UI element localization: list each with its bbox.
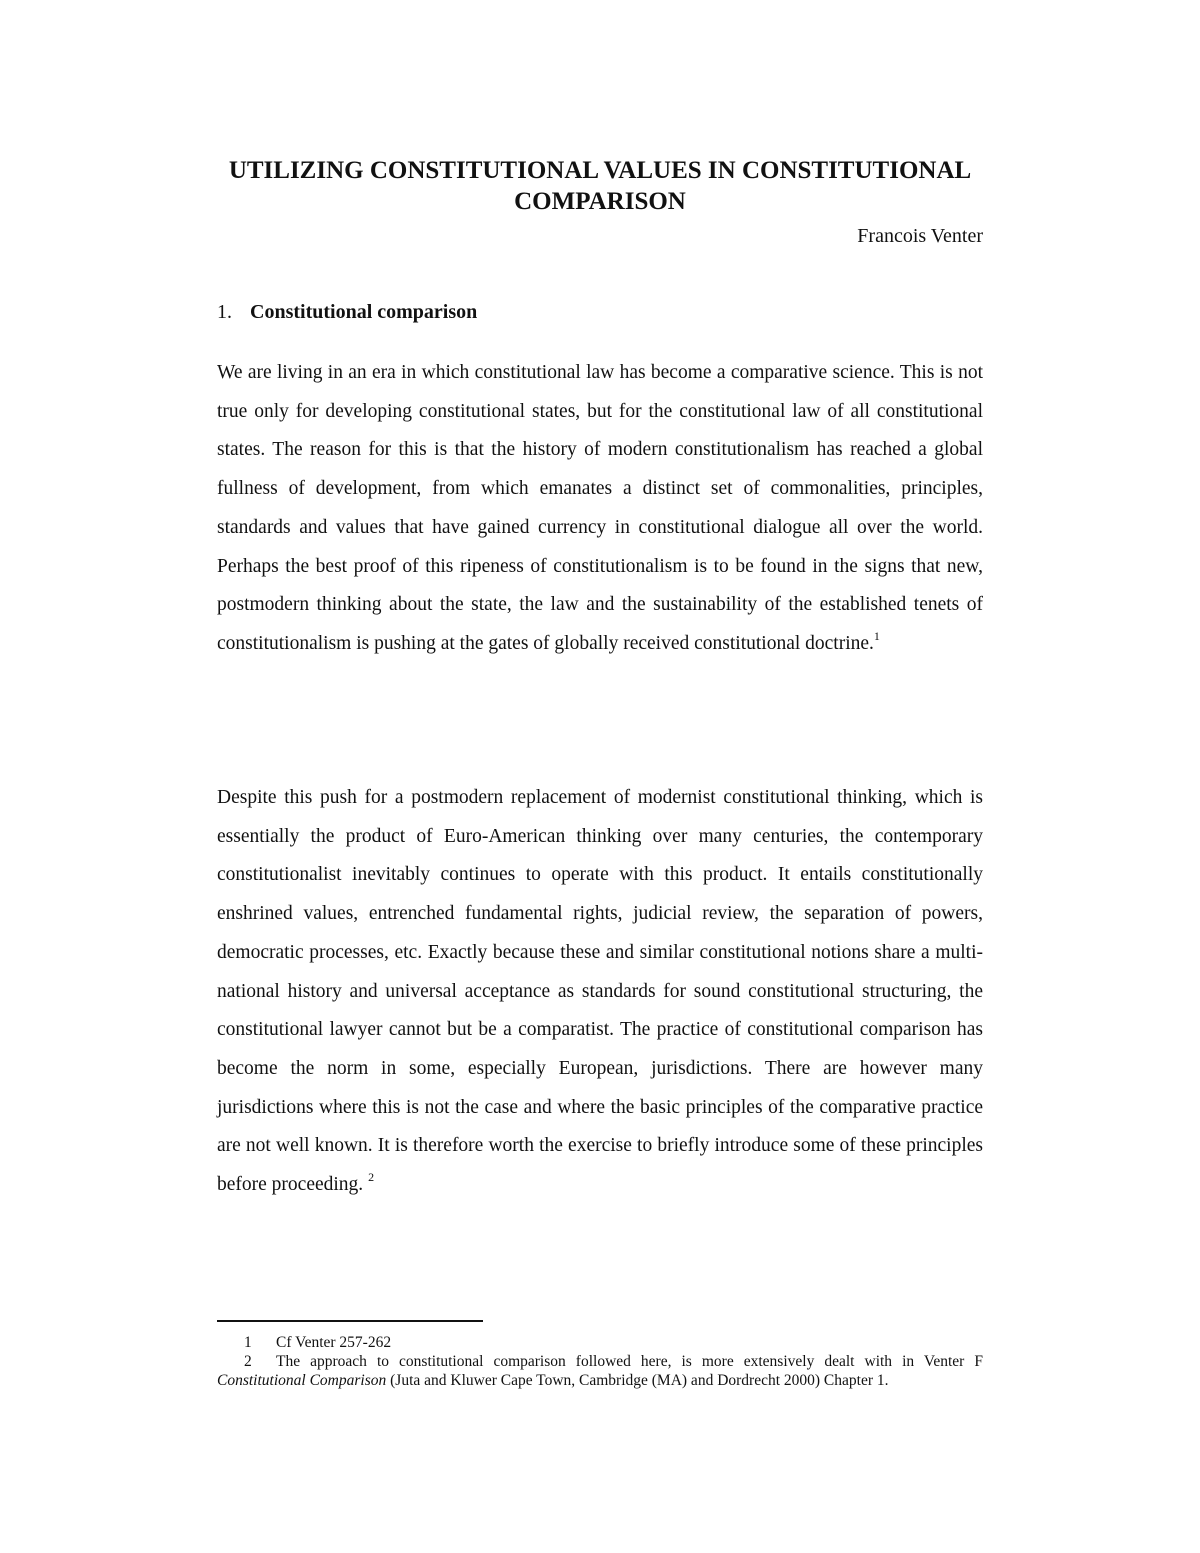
- footnote-text-cont: (Juta and Kluwer Cape Town, Cambridge (MA) and Dordrecht 2000) Chapter 1.: [386, 1372, 889, 1389]
- footnote-item: [244, 1333, 983, 1352]
- body-paragraph: [217, 779, 983, 1206]
- paragraph-text: We are living in an era in which constitutional law has become a comparative science. This is not true only for developing constitutional states, but for the constitutional law of all constitutional states. The reason for this is that the history of modern constitutionalism has reached a global fullness of development, from which emanates a distinct set of commonalities, principles, standards and values that have gained currency in constitutional dialogue all over the world. Perhaps the best proof of this ripeness of constitutionalism is to be found in the signs that new, postmodern thinking about the state, the law and the sustainability of the established tenets of constitutionalism is pushing at the gates of globally received constitutional doctrine.: [217, 362, 983, 654]
- section-number: 1.: [217, 301, 232, 323]
- body-paragraph: [217, 354, 983, 665]
- footnote-item: [217, 1352, 983, 1390]
- title-line-2: COMPARISON: [514, 188, 686, 215]
- footnote-reference[interactable]: 1: [873, 628, 880, 643]
- section-heading: [217, 298, 983, 326]
- section-title: Constitutional comparison: [250, 301, 478, 323]
- footnote-text: The approach to constitutional comparison followed here, is more extensively dealt with in Venter F: [276, 1353, 983, 1370]
- paragraph-text: Despite this push for a postmodern replacement of modernist constitutional thinking, which is essentially the product of Euro-American thinking over many centuries, the contemporary constitutionalist inevitably continues to operate with this product. It entails constitutionally enshrined values, entrenched fundamental rights, judicial review, the separation of powers, democratic processes, etc. Exactly because these and similar constitutional notions share a multi-national history and universal acceptance as standards for sound constitutional structuring, the constitutional lawyer cannot but be a comparatist. The practice of constitutional comparison has become the norm in some, especially European, jurisdictions. There are however many jurisdictions where this is not the case and where the basic principles of the comparative practice are not well known. It is therefore worth the exercise to briefly introduce some of these principles before proceeding.: [217, 787, 983, 1196]
- footnote-number: 2: [244, 1353, 252, 1370]
- document-title: [200, 155, 1000, 217]
- title-line-1: UTILIZING CONSTITUTIONAL VALUES IN CONSTITUTIONAL: [228, 157, 972, 184]
- footnote-number: 1: [244, 1334, 252, 1351]
- author-name: Francois Venter: [857, 225, 983, 247]
- footnote-cited-title: Constitutional Comparison: [217, 1372, 387, 1389]
- footnote-separator: [217, 1320, 483, 1322]
- footnote-text: Cf Venter 257-262: [276, 1334, 392, 1351]
- footnotes: [217, 1333, 983, 1390]
- footnote-reference[interactable]: 2: [368, 1170, 375, 1185]
